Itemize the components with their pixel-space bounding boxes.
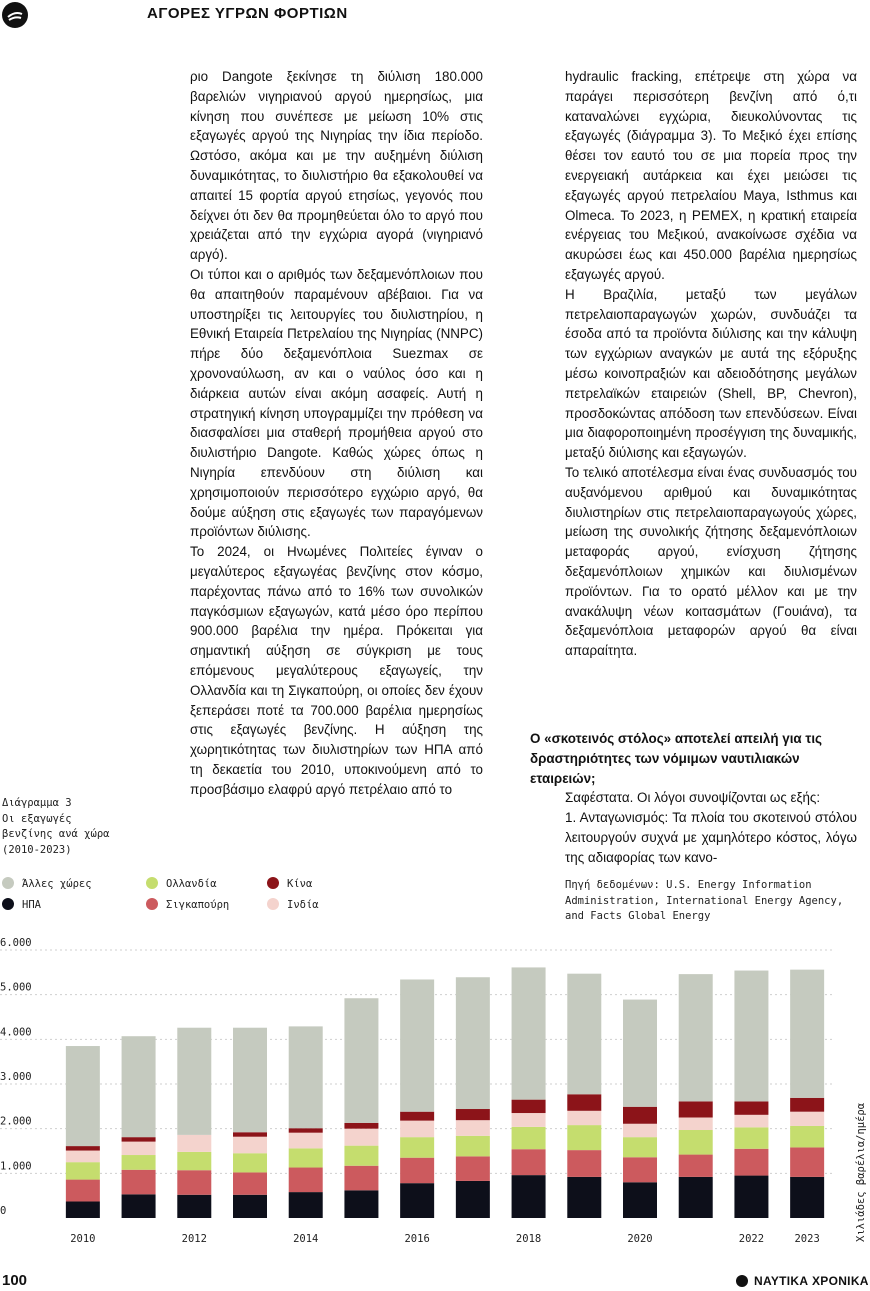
stacked-bar-chart xyxy=(0,935,870,1250)
bar-segment xyxy=(289,1133,323,1149)
bar-segment xyxy=(122,1194,156,1218)
bar-segment xyxy=(233,1028,267,1133)
legend-dot-icon xyxy=(2,898,14,910)
bar-segment xyxy=(344,1190,378,1218)
bar-segment xyxy=(512,967,546,1099)
bar-segment xyxy=(289,1128,323,1132)
paragraph: Η Βραζιλία, μεταξύ των μεγάλων πετρελαιοπαραγωγών χωρών, συνδυάζει τα έσοδα από τα προϊόντα διύλισης και την κάλυψη των εγχώριων αναγκών με αυτά της εξόρυξης μέσω κοινοπραξιών και αδειοδότησης μεγάλων πετρελαϊκών εταιρειών (Shell, BP, Chevron), προσδοκώντας απόδοση των επενδύσεων. Είναι μια διαφοροποιημένη προσέγγιση της δυναμικής, μεταξύ διύλισης και εξαγωγών. xyxy=(565,286,857,461)
legend-label: Ολλανδία xyxy=(166,878,217,890)
bar-segment xyxy=(734,1101,768,1114)
interview-question-block xyxy=(530,729,857,868)
bar-segment xyxy=(512,1149,546,1175)
bar-segment xyxy=(456,1181,490,1218)
brand-logo-icon xyxy=(736,1275,748,1287)
x-tick-label: 2023 xyxy=(794,1233,820,1245)
brand-name: ΝΑΥΤΙΚΑ ΧΡΟΝΙΚΑ xyxy=(754,1274,869,1288)
bar-segment xyxy=(512,1127,546,1149)
bar-segment xyxy=(567,1150,601,1177)
bar-segment xyxy=(344,998,378,1123)
y-tick-label: 5.000 xyxy=(0,981,32,994)
bar-segment xyxy=(790,1098,824,1112)
page-number: 100 xyxy=(2,1272,28,1289)
interview-question: Ο «σκοτεινός στόλος» αποτελεί απειλή για τις δραστηριότητες των νόμιμων ναυτιλιακών εταιρειών; xyxy=(530,731,823,786)
bar-segment xyxy=(456,1136,490,1157)
paragraph: Οι τύποι και ο αριθμός των δεξαμενόπλοιων που θα απαιτηθούν παραμένουν αβέβαιοι. Για να υποστηρίξει τις λειτουργίες του διυλιστηρίου, η Εθνική Εταιρεία Πετρελαίου της Νιγηρίας (NNPC) πήρε δύο δεξαμενόπλοια Suezmax σε χρονοναύλωση, αν και ο ναύλος όσο και η διάρκεια αυτών είναι ακόμη ασαφείς. Αυτή η στρατηγική κίνηση υπογραμμίζει την πρόθεση να διασφαλίσει μια σταθερή προμήθεια αργού στο διυλιστήριο Dangote. Καθώς χώρες όπως η Νιγηρία επενδύουν στη διύλιση και χρησιμοποιούν περισσότερο εγχώριο αργό, θα δούμε αύξηση στις εξαγωγές των παραγόμενων προϊόντων διύλισης. xyxy=(190,266,483,540)
bar-segment xyxy=(400,1158,434,1183)
bar-segment xyxy=(122,1142,156,1155)
bar-segment xyxy=(456,1156,490,1181)
legend-label: ΗΠΑ xyxy=(22,899,41,911)
bar-segment xyxy=(66,1162,100,1179)
bar-segment xyxy=(400,1137,434,1158)
bar-segment xyxy=(456,1109,490,1120)
paragraph: Το τελικό αποτέλεσμα είναι ένας συνδυασμός του αυξανόμενου αριθμού και δυναμικότητας διυλιστηρίων στις πετρελαιοπαραγωγούς χώρες, μείωση της συνολικής ζήτησης δεξαμενόπλοιων μεταφοράς αργού, ενίσχυση ζήτησης δεξαμενόπλοιων χημικών και διυλισμένων προϊόντων. Για το ορατό μέλλον και με την ανακάλυψη νέων κοιτασμάτων (Γουιάνα), τα δεξαμενόπλοια μεταφορών αργού θα είναι απαραίτητα. xyxy=(565,464,857,659)
legend-label: Άλλες χώρες xyxy=(22,878,92,890)
bar-segment xyxy=(177,1152,211,1170)
legend-label: Ινδία xyxy=(287,899,319,911)
section-title: ΑΓΟΡΕΣ ΥΓΡΩΝ ΦΟΡΤΙΩΝ xyxy=(147,5,348,22)
bar-segment xyxy=(344,1166,378,1191)
bar-segment xyxy=(734,1149,768,1176)
bar-segment xyxy=(66,1180,100,1202)
bar-segment xyxy=(623,1182,657,1218)
bar-segment xyxy=(790,1177,824,1218)
magazine-logo-icon xyxy=(2,2,28,28)
bar-segment xyxy=(66,1201,100,1218)
y-tick-label: 0 xyxy=(0,1205,7,1217)
bar-segment xyxy=(790,1112,824,1126)
answer-line: Σαφέστατα. Οι λόγοι συνοψίζονται ως εξής: xyxy=(565,790,821,806)
bar-segment xyxy=(567,974,601,1095)
article-column-1 xyxy=(190,67,483,799)
bar-segment xyxy=(512,1100,546,1113)
bar-segment xyxy=(233,1153,267,1172)
bar-segment xyxy=(177,1170,211,1195)
legend-item-singapore xyxy=(146,898,229,912)
bar-segment xyxy=(567,1111,601,1125)
bar-segment xyxy=(122,1170,156,1195)
legend-label: Σιγκαπούρη xyxy=(166,899,230,911)
bar-segment xyxy=(734,1115,768,1128)
bar-segment xyxy=(512,1175,546,1218)
y-tick-label: 6.000 xyxy=(0,937,32,949)
bar-segment xyxy=(623,1124,657,1137)
bar-segment xyxy=(623,1137,657,1157)
bar-segment xyxy=(66,1151,100,1163)
bar-segment xyxy=(456,977,490,1109)
y-tick-label: 2.000 xyxy=(0,1115,32,1128)
caption-line: Διάγραμμα 3 xyxy=(2,797,72,809)
x-tick-label: 2020 xyxy=(627,1233,653,1245)
paragraph: ριο Dangote ξεκίνησε τη διύλιση 180.000 βαρελιών νιγηριανού αργού ημερησίως, μια κίνηση που συνέπεσε με μείωση 10% στις εξαγωγές αργού της Νιγηρίας την ίδια περίοδο. Ωστόσο, ακόμα και με την αυξημένη διύλιση δυναμικότητας, το διυλιστήριο θα εξακολουθεί να απαιτεί 15 φορτία αργού ετησίως, γεγονός που δείχνει ότι δεν θα προμηθεύεται όλο το αργό που χρειάζεται από την εγχώρια αγορά (νιγηριανό αργό). xyxy=(190,69,483,263)
bar-segment xyxy=(177,1195,211,1218)
bar-segment xyxy=(400,1112,434,1121)
bar-segment xyxy=(400,979,434,1111)
bar-segment xyxy=(512,1113,546,1127)
legend-item-usa xyxy=(2,898,41,912)
bar-segment xyxy=(623,1000,657,1107)
bar-segment xyxy=(679,1177,713,1218)
bar-segment xyxy=(233,1137,267,1154)
y-axis-title xyxy=(852,1100,868,1250)
legend-dot-icon xyxy=(267,877,279,889)
bar-segment xyxy=(679,974,713,1101)
bar-segment xyxy=(177,1028,211,1135)
bar-segment xyxy=(734,1176,768,1218)
x-tick-label: 2014 xyxy=(293,1233,319,1245)
bar-segment xyxy=(734,1127,768,1148)
bar-segment xyxy=(567,1125,601,1150)
bar-segment xyxy=(122,1155,156,1170)
bar-segment xyxy=(734,971,768,1102)
bar-segment xyxy=(679,1130,713,1155)
bar-segment xyxy=(233,1132,267,1136)
legend-item-india xyxy=(267,898,319,912)
paragraph: Το 2024, οι Ηνωμένες Πολιτείες έγιναν ο μεγαλύτερος εξαγωγέας βενζίνης στον κόσμο, παρέχοντας πάνω από το 16% των συνολικών παγκόσμιων εξαγωγών, κατά μέσο όρο περίπου 900.000 βαρέλια την ημέρα. Πρόκειται για σημαντική αύξηση σε σύγκριση με τους επόμενους μεγαλύτερους εξαγωγείς, την Ολλανδία και τη Σιγκαπούρη, οι οποίες δεν έχουν ξεπεράσει ποτέ τα 700.000 βαρέλια ημερησίως στις εξαγωγές βενζίνης. Η αύξηση της χωρητικότητας των διυλιστηρίων των ΗΠΑ από τη δεκαετία του 2010, υποκινούμενη από το προσβάσιμο ελαφρύ αργό πετρέλαιο από το xyxy=(190,544,483,797)
legend-label: Κίνα xyxy=(287,878,313,890)
bar-segment xyxy=(790,1126,824,1147)
bar-segment xyxy=(344,1123,378,1129)
bar-segment xyxy=(344,1129,378,1146)
y-axis-title-text: Χιλιάδες βαρέλια/ημέρα xyxy=(855,1102,867,1242)
bar-segment xyxy=(400,1121,434,1138)
legend-item-other xyxy=(2,877,92,891)
bar-segment xyxy=(289,1168,323,1193)
brand-footer xyxy=(736,1274,869,1288)
x-tick-label: 2010 xyxy=(70,1233,96,1245)
article-column-2 xyxy=(565,67,857,661)
bar-segment xyxy=(289,1192,323,1218)
bar-segment xyxy=(567,1177,601,1218)
bar-segment xyxy=(623,1107,657,1124)
bar-segment xyxy=(233,1172,267,1194)
legend-dot-icon xyxy=(2,877,14,889)
caption-line: βενζίνης ανά χώρα xyxy=(2,828,110,840)
bar-segment xyxy=(400,1183,434,1218)
legend-dot-icon xyxy=(146,877,158,889)
legend-dot-icon xyxy=(267,898,279,910)
bar-segment xyxy=(122,1036,156,1137)
legend-item-netherlands xyxy=(146,877,217,891)
bar-segment xyxy=(567,1094,601,1111)
figure-caption xyxy=(2,796,109,858)
bar-segment xyxy=(289,1026,323,1128)
bar-segment xyxy=(66,1146,100,1150)
bar-segment xyxy=(679,1155,713,1177)
x-tick-label: 2022 xyxy=(738,1233,765,1245)
bar-segment xyxy=(623,1157,657,1182)
bar-segment xyxy=(344,1146,378,1166)
bar-segment xyxy=(66,1046,100,1146)
bar-segment xyxy=(790,1147,824,1176)
bar-segment xyxy=(790,970,824,1098)
caption-line: (2010-2023) xyxy=(2,843,72,856)
answer-line: 1. Ανταγωνισμός: Τα πλοία του σκοτεινού στόλου λειτουργούν συχνά με χαμηλότερο κόστος, λόγω της αδιαφορίας των κανο- xyxy=(565,810,857,865)
bar-segment xyxy=(233,1195,267,1218)
y-tick-label: 4.000 xyxy=(0,1026,32,1039)
bar-segment xyxy=(456,1120,490,1136)
data-source-note: Πηγή δεδομένων: U.S. Energy Information Administration, International Energy Agency, and Facts Global Energy xyxy=(565,879,844,922)
legend-dot-icon xyxy=(146,898,158,910)
bar-segment xyxy=(122,1137,156,1141)
bar-segment xyxy=(679,1101,713,1117)
bar-segment xyxy=(289,1148,323,1167)
x-tick-label: 2016 xyxy=(404,1233,430,1245)
paragraph: hydraulic fracking, επέτρεψε στη χώρα να παράγει περισσότερη βενζίνη από ό,τι καταναλώνει εγχώρια, διευκολύνοντας τις εξαγωγές (διάγραμμα 3). Το Μεξικό έχει επίσης θέσει τον εαυτό του σε μια πορεία προς την ενεργειακή αυτάρκεια και έχει μειώσει τις εξαγωγές αργού πετρελαίου Maya, Isthmus και Olmeca. Το 2023, η PEMEX, η κρατική εταιρεία ενέργειας του Μεξικού, ανακοίνωσε σχέδια να ακυρώσει έως και 450.000 βαρέλια ημερησίως εξαγωγές αργού. xyxy=(565,69,857,282)
y-tick-label: 3.000 xyxy=(0,1071,32,1083)
legend-item-china xyxy=(267,877,312,891)
x-tick-label: 2012 xyxy=(181,1233,207,1245)
x-tick-label: 2018 xyxy=(515,1233,542,1245)
bar-segment xyxy=(679,1118,713,1131)
caption-line: Οι εξαγωγές xyxy=(2,812,72,825)
y-tick-label: 1.000 xyxy=(0,1160,32,1173)
bar-segment xyxy=(177,1135,211,1152)
